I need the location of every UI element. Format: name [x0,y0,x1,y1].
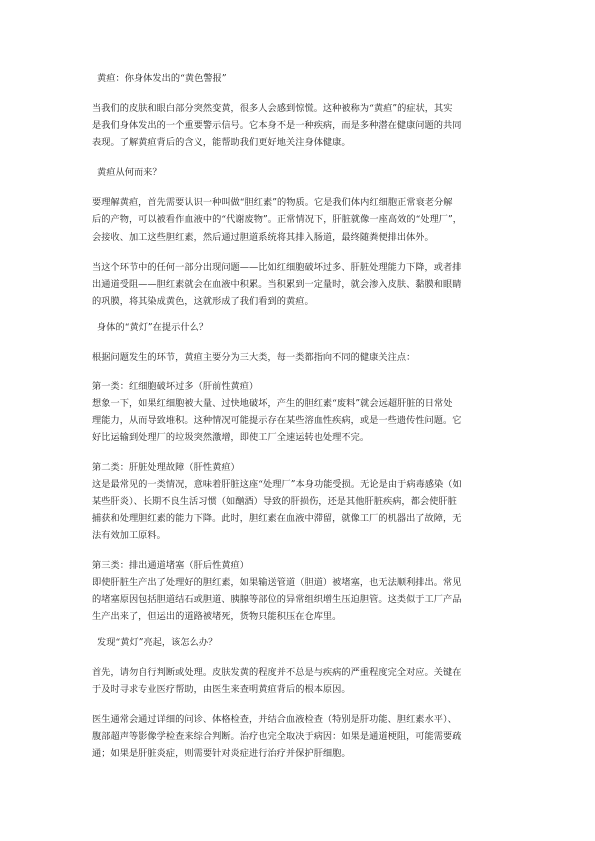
paragraph-line: 根据问题发生的环节，黄疸主要分为三大类，每一类都指向不同的健康关注点： [92,352,416,363]
paragraph-line: 这是最常见的一类情况，意味着肝脏这座“处理厂”本身功能受损。无论是由于病毒感染（如 [92,479,462,490]
paragraph-line: 于及时寻求专业医疗帮助，由医生来查明黄疸背后的根本原因。 [92,684,351,695]
paragraph-line: 要理解黄疸，首先需要认识一种叫做“胆红素”的物质。它是我们体内红细胞正常衰老分解 [92,197,453,208]
doc-title: 黄疸：你身体发出的“黄色警报” [97,73,227,84]
paragraph-line: 医生通常会通过详细的问诊、体格检查，并结合血液检查（特别是肝功能、胆红素水平）、 [92,714,457,725]
section-heading: 黄疸从何而来？ [97,167,162,178]
paragraph-line: 好比运输到处理厂的垃圾突然激增，即使工厂全速运转也处理不完。 [92,432,370,443]
paragraph-line: 某些肝炎）、长期不良生活习惯（如酗酒）导致的肝损伤，还是其他肝脏疾病，都会使肝脏 [92,496,457,507]
paragraph-line: 当这个环节中的任何一部分出现问题——比如红细胞破坏过多、肝脏处理能力下降，或者排 [92,262,462,273]
paragraph-line: 腹部超声等影像学检查来综合判断。治疗也完全取决于病因：如果是通道梗阻，可能需要疏 [92,731,462,742]
subsection-heading: 第三类：排出通道堵塞（肝后性黄疸） [92,560,250,571]
paragraph-line: 是我们身体发出的一个重要警示信号。它本身不是一种疾病，而是多种潜在健康问题的共同 [92,120,462,131]
paragraph-line: 理能力，从而导致堆积。这种情况可能提示存在某些溶血性疾病，或是一些遗传性问题。它 [92,415,462,426]
subsection-heading: 第二类：肝脏处理故障（肝性黄疸） [92,462,240,473]
paragraph-line: 通；如果是肝脏炎症，则需要针对炎症进行治疗并保护肝细胞。 [92,748,351,759]
paragraph-line: 想象一下，如果红细胞被大量、过快地破坏，产生的胆红素“废料”就会远超肝脏的日常处 [92,398,453,409]
section-heading: 发现“黄灯”亮起，该怎么办？ [97,637,218,648]
section-heading: 身体的“黄灯”在提示什么？ [97,322,209,333]
paragraph-line: 捕获和处理胆红素的能力下降。此时，胆红素在血液中滞留，就像工厂的机器出了故障，无 [92,513,462,524]
paragraph-line: 即使肝脏生产出了处理好的胆红素，如果输送管道（胆道）被堵塞，也无法顺利排出。常见 [92,577,462,588]
subsection-heading: 第一类：红细胞破坏过多（肝前性黄疸） [92,381,259,392]
paragraph-line: 出通道受阻——胆红素就会在血液中积累。当积累到一定量时，就会渗入皮肤、黏膜和眼睛 [92,279,462,290]
paragraph-line: 法有效加工原料。 [92,530,166,541]
paragraph-line: 当我们的皮肤和眼白部分突然变黄，很多人会感到惊慌。这种被称为“黄疸”的症状，其实 [92,103,453,114]
paragraph-line: 生产出来了，但运出的道路被堵死，货物只能积压在仓库里。 [92,611,342,622]
paragraph-line: 会接收、加工这些胆红素，然后通过胆道系统将其排入肠道，最终随粪便排出体外。 [92,232,434,243]
paragraph-line: 后的产物，可以被看作血液中的“代谢废物”。正常情况下，肝脏就像一座高效的“处理厂”， [92,214,463,225]
paragraph-line: 的堵塞原因包括胆道结石或胆道、胰腺等部位的异常组织增生压迫胆管。这类似于工厂产品 [92,594,462,605]
paragraph-line: 首先，请勿自行判断或处理。皮肤发黄的程度并不总是与疾病的严重程度完全对应。关键在 [92,667,462,678]
paragraph-line: 的巩膜，将其染成黄色，这就形成了我们看到的黄疸。 [92,296,314,307]
paragraph-line: 表现。了解黄疸背后的含义，能帮助我们更好地关注身体健康。 [92,137,351,148]
